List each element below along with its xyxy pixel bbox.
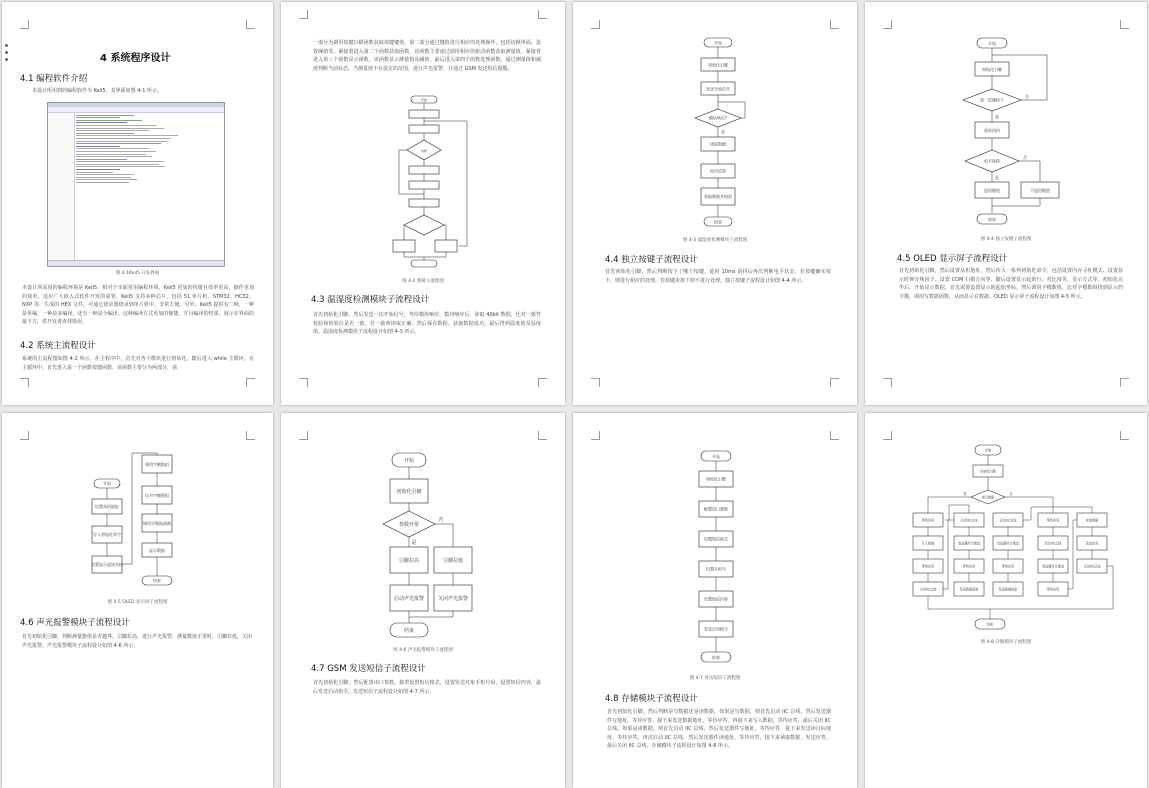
fig6-node: 初始化引脚 [396,489,422,495]
fig7-node: 开始 [712,454,720,459]
svg-text:开始: 开始 [420,98,428,102]
paragraph: 首先初始化引脚，然后设置从机地址，然后传入一系列初始化命令，包括设置内存寻址模式、设置显示时钟分频因子、设置 COM 扫描方向等，随后设置显示起始行、对比度等，显示方式等。初始化完毕后，开始显示数据，首先需要设置显示的起始坐标，然后调用字模数组，比对字模数组找到显示的字模，调用写数据函数，从而显示在数据。OLED 显示屏子流程设计如图 4-5 所示。 [899,268,1123,300]
fig8-node: 发送应答 [1085,541,1099,546]
fig4-node: 开始 [988,41,996,46]
paragraph: 首先初始化引脚，然后配置串口参数，接着设置短信格式，设置发送对象手机号码，设置短信内容，最后发送启动指令，发送短信子流程设计如图 4-7 所示。 [313,680,541,695]
figure-caption: 图 4-8 存储模块子流程图 [980,640,1032,645]
fig8-node: 读写数据 [981,495,995,500]
fig5-flowchart [88,451,188,595]
fig8-node: 等待应答 [962,564,976,569]
crop-mark [1120,20,1129,29]
fig8-node: 读取数据 [1085,518,1099,523]
fig8-node: 启动IIC总线 [960,518,978,523]
crop-mark [246,378,255,387]
fig3-node: 结束 [714,219,722,225]
fig8-node: 等待应答 [921,518,935,523]
paragraph: 一部分为调用按键扫描函数获取按键键值，第二部分通过键值进行相应的处理操作，包括切换界面、设置阈值等。紧接着进入第二个函数获取函数，该函数主要通过调用相应的驱动函数获取测量值。紧接着进入第三个函数显示函数，该函数显示测量值及阈值。最后进入第四个函数处理函数，通过测量值和阈值判断当前状态，当测量值不在设定的范围，进行声光报警，并通过 GSM 发送短信提醒。 [313,40,541,72]
fig3-node: 发送开始信号 [706,86,730,92]
crop-mark [299,378,308,387]
paragraph: 系统的主流程图如图 4-2 所示。在主程序中，首先对各个模块进行初始化，随后进入 while 主循环，在主循环中，首先进入第一个函数按键函数，该函数主要分为两部分，第 [22,356,254,371]
fig7-node: 配置串口参数 [704,506,728,512]
fig8-node: 开始 [984,448,992,453]
fig4-node: 第一次键按下 [980,97,1004,103]
fig5-node: 设置显示起始坐标 [91,562,123,567]
fig8-node: 发送数据地址 [998,587,1018,592]
no-label: 否 [438,517,444,523]
fig8-node: 等待应答 [1046,587,1060,592]
fig8-node: 启动IIC总线 [999,518,1017,523]
fig6-node: 引脚拉低 [442,558,464,564]
fig8-node: 等待应答 [921,564,935,569]
paragraph: 本设计所采用的编程环境是 Keil5，相对于市面常用编程环境，Keil5 更加的快捷且效率更高，操作更加的简单，适应广大嵌入式软件开发的需要，Keil5 支持多种芯片，包括 51 单片机、STM32、HC32、NXP 等。生成的 HEX 文件，可通过烧录器烧录到单片机中，非常方便。另外，Keil5 提供有二种，一种是单编，一种是多编译。还有一种是全编译。这种编译方式更加的便捷，并目编译的结果，展示在界面的最下方，供开发者查找错误。 [22,285,254,325]
fig8-node: 等待应答 [1001,564,1015,569]
fig8-node: 关闭IIC总线 [919,587,937,592]
fig3-flowchart [689,36,749,235]
crop-mark [538,378,547,387]
fig6-node: 参数异常 [398,522,420,528]
figure-caption: 图 4-5 OLED 显示屏子流程图 [107,600,168,605]
ide-screenshot [47,102,225,267]
crop-mark [246,20,255,29]
crop-mark [591,431,600,440]
fig3-node: 开始 [714,40,722,46]
fig8-node: 启动IIC总线 [1044,541,1062,546]
section-heading: 4.4 独立按键子流程设计 [605,255,698,265]
fig5-node: 写入初始化命令 [93,532,121,537]
fig6-node: 引脚拉高 [398,558,420,564]
crop-mark [299,431,308,440]
fig8-node: 关闭IIC总线 [1083,564,1101,569]
crop-mark [1120,431,1129,440]
fig4-node: 延时消抖 [984,128,1000,133]
fig3-node: 模块响应? [708,115,728,121]
yes-label: 是 [963,492,967,496]
fig7-node: 设置短信内容 [704,596,728,602]
no-label: 否 [1009,492,1013,496]
paragraph: 首先初始化引脚，然后判断按下了哪个按键，延时 10ms 消抖后再次判断电平状态，若按键确实按下，则进行相应的处理，若按键未按下则不进行处理。独立按键子流程设计如图 4-4 所示。 [605,269,831,284]
crop-mark [20,431,29,440]
figure-caption: 图 4-4 独立按键子流程图 [980,237,1032,242]
fig5-node: 显示数据 [149,548,165,553]
fig8-node: 发送数据地址 [959,587,979,592]
crop-mark [538,431,547,440]
paragraph: 本设计所用到的编程软件为 Keil5，其界面如图 4-1 所示。 [32,88,163,94]
crop-mark [830,20,839,29]
fig8-node: 发送器件写地址 [1041,564,1065,569]
page-7 [573,413,857,788]
page-6 [281,413,565,788]
fig3-node: 校对结果 [710,168,726,174]
section-heading: 4.1 编程软件介绍 [20,74,88,84]
crop-mark [1120,378,1129,387]
yes-label: 是 [995,175,999,180]
fig5-node: 设置从机地址 [95,504,119,509]
paragraph: 首先初始化引脚，然后发送一次开始信号，等待模块响应，模块响应后，读取 40bit 数据，比对一致性校验和校验位是否一致，若一致则读取正确，然后保存数据，获取数据成功，最后得到温度值及湿度值。温湿度检测模块子流程设计如图 4-3 所示。 [313,312,541,335]
fig7-flowchart [693,449,743,675]
no-label: 否 [1023,155,1027,160]
fig5-node: 调用字模数组 [145,462,169,467]
section-heading: 4.6 声光报警模块子流程设计 [20,618,130,628]
crop-mark [883,378,892,387]
yes-label: 是 [411,540,417,546]
crop-mark [883,20,892,29]
paragraph: 首先初始化引脚，判断测量数值是否越界，引脚拉高，进行声光报警，测量数值正常时，引脚拉低，关闭声光报警。声光报警模块子流程设计如图 4-6 所示。 [22,634,252,649]
fig4-node: 结束 [988,217,996,222]
section-heading: 4.7 GSM 发送短信子流程设计 [311,664,426,674]
page-4 [865,2,1147,405]
figure-caption: 图 4-2 系统主流程图 [402,279,444,284]
fig7-node: 设置手机号 [706,566,726,572]
crop-mark [538,10,547,19]
fig8-node: 结束 [986,622,994,627]
fig4-node: 初始化引脚 [982,67,1002,72]
fig8-node: 等待应答 [1046,518,1060,523]
section-heading: 4.2 系统主流程设计 [20,341,96,351]
section-heading: 4.3 温湿度检测模块子流程设计 [311,295,430,305]
crop-mark [20,20,29,29]
crop-mark [299,10,308,19]
crop-mark [830,378,839,387]
crop-mark [20,378,29,387]
page-8 [865,413,1147,788]
yes-label: 是 [995,114,999,119]
fig4-node: 电平保持 [984,158,1000,164]
crop-mark [591,378,600,387]
crop-mark [246,431,255,440]
fig4-flowchart [957,34,1072,238]
no-label: 否 [1025,94,1029,99]
figure-caption: 图 4-6 声光报警模块子流程图 [393,648,453,653]
fig6-flowchart [376,449,491,648]
fig6-node: 关闭声光报警 [437,596,469,602]
page-2 [281,2,565,405]
page-3 [573,2,857,405]
fig7-node: 结束 [712,655,720,660]
fig5-node: 开始 [103,481,111,486]
fig7-node: 设置短信格式 [704,536,728,542]
svg-text:判断: 判断 [420,149,428,153]
section-heading: 4.8 存储模块子流程设计 [605,694,698,704]
fig7-node: 发送启动指令 [704,626,728,632]
fig8-node: 发送器件写地址 [996,541,1020,546]
fig4-node: 不返回键值 [1030,188,1050,193]
fig4-node: 返回键值 [984,188,1000,193]
fig6-node: 启动声光报警 [393,596,425,602]
fig5-node: 调用写数据函数 [143,521,171,526]
main-flowchart [389,94,479,278]
fig6-node: 开始 [403,458,415,464]
fig7-node: 初始化引脚 [706,476,726,482]
section-heading: 4.5 OLED 显示屏子流程设计 [897,254,1008,264]
fig8-flowchart [901,443,1119,639]
fig8-node: 初始化引脚 [980,469,996,474]
crop-mark [591,20,600,29]
fig3-node: 读取数据 [710,141,726,147]
fig8-node: 写入数据 [921,541,935,546]
crop-mark [830,431,839,440]
fig3-node: 获取数据并校验 [704,194,732,199]
figure-caption: 图 4-1Keil5 开发界面 [115,271,160,276]
crop-mark [883,431,892,440]
page-5 [2,413,273,788]
figure-caption: 图 4-7 发送短信子流程图 [689,676,741,681]
page-1 [2,2,273,405]
fig5-node: 比对字模数组 [145,493,169,498]
fig6-node: 结束 [403,628,415,634]
fig3-node: 初始化引脚 [708,62,728,68]
drag-handle-icon[interactable] [5,44,9,65]
fig8-node: 发送器件写地址 [957,541,981,546]
yes-label: 是 [721,129,725,134]
fig5-node: 结束 [153,578,161,583]
figure-caption: 图 4-3 温湿度检测模块子流程图 [682,238,748,243]
chapter-heading: 4 系统程序设计 [100,53,171,64]
paragraph: 首先初始化引脚，然后判断是写数据还是读数据，如果是写数据，则首先启动 IIC 总线，然后发送器件写地址，等待应答，接下来发送数据地址，等待应答，再接下来写入数据，等待应答，最后关闭 IIC 总线。如果是读数据，则首先启动 IIC 总线，然后发送器件写地址，等待应答，接下来发送读目标地址，等待应答，再次启动 IIC 总线，然后发送器件读地址，等待应答，接下来读取数据，发送应答，最后关闭 IIC 总线。存储模块子流程设计如图 4-8 所示。 [607,709,831,749]
